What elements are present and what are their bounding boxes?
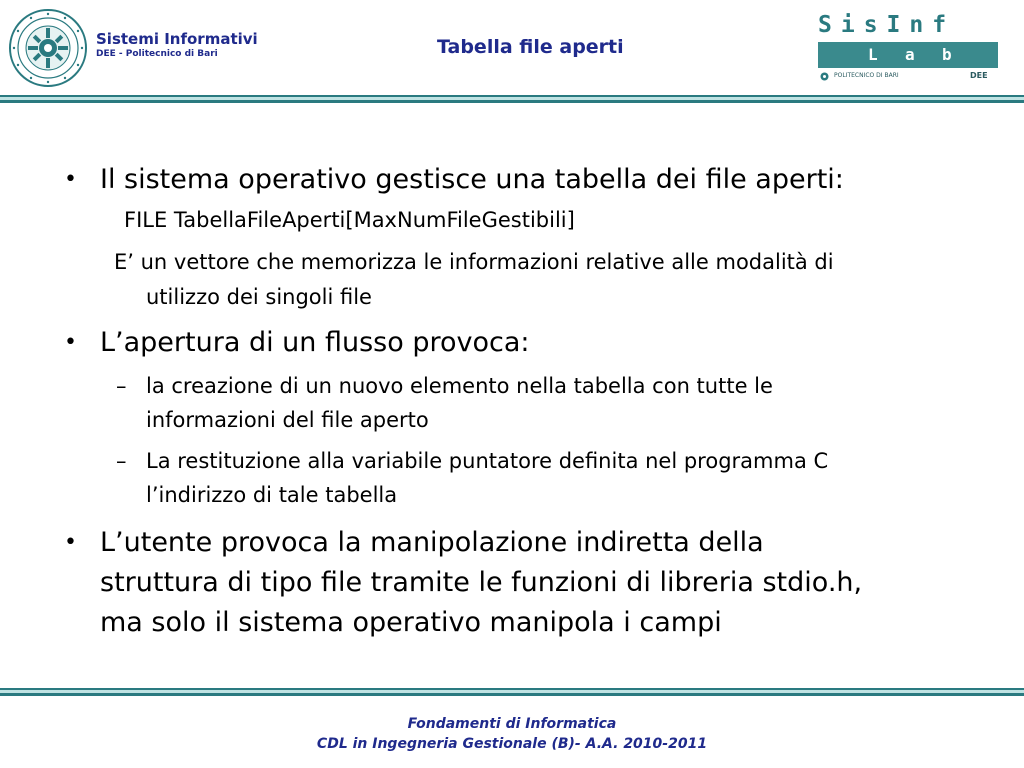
brand-subtitle: DEE - Politecnico di Bari: [96, 49, 218, 59]
bullet-2-text: L’apertura di un flusso provoca:: [100, 327, 530, 358]
footer-course: Fondamenti di Informatica: [407, 716, 617, 732]
dash-marker: –: [116, 374, 127, 398]
footer: [0, 714, 1024, 754]
dash-marker: –: [116, 449, 127, 473]
sub-2b-line2: l’indirizzo di tale tabella: [146, 483, 398, 507]
logo-politecnico-text: POLITECNICO DI BARI: [834, 72, 899, 79]
bullet-3-line1: L’utente provoca la manipolazione indiretta della: [100, 527, 764, 558]
sub-2b-line1: La restituzione alla variabile puntatore definita nel programma C: [146, 449, 829, 473]
university-seal-icon: [8, 8, 88, 88]
footer-degree: CDL in Ingegneria Gestionale (B)- A.A. 2010-2011: [316, 736, 708, 752]
brand: [96, 31, 258, 60]
logo-lab-letter-l: L: [868, 45, 878, 64]
bullet-marker: •: [64, 530, 77, 555]
sub-2a-line2: informazioni del file aperto: [146, 408, 429, 432]
bullet-3-line2: struttura di tipo file tramite le funzioni di libreria stdio.h,: [100, 567, 863, 598]
sub-2a-line1: la creazione di un nuovo elemento nella tabella con tutte le: [146, 374, 773, 398]
bullet-1-desc-line1: E’ un vettore che memorizza le informazioni relative alle modalità di: [114, 250, 834, 274]
logo-lab-letter-b: b: [942, 45, 952, 64]
footer-divider: [0, 688, 1024, 696]
logo-affiliation-row: [818, 69, 998, 83]
bullet-marker: •: [64, 167, 77, 192]
bullet-1-desc-line2: utilizzo dei singoli file: [146, 285, 372, 309]
bullet-1-text: Il sistema operativo gestisce una tabella dei file aperti:: [100, 164, 844, 195]
logo-dee-text: DEE: [970, 71, 988, 80]
logo-lab-letter-a: a: [905, 45, 915, 64]
header-divider: [0, 95, 1024, 103]
gear-icon: [820, 72, 829, 81]
bullet-marker: •: [64, 330, 77, 355]
bullet-3-line3: ma solo il sistema operativo manipola i campi: [100, 607, 722, 638]
slide-title: Tabella file aperti: [437, 36, 624, 58]
sisinf-lab-logo: [818, 12, 1000, 84]
brand-title: Sistemi Informativi: [96, 30, 258, 48]
logo-sisinf-text: SisInf: [818, 12, 956, 38]
logo-lab-band: [818, 42, 998, 68]
bullet-1-code: FILE TabellaFileAperti[MaxNumFileGestibili]: [124, 208, 575, 232]
